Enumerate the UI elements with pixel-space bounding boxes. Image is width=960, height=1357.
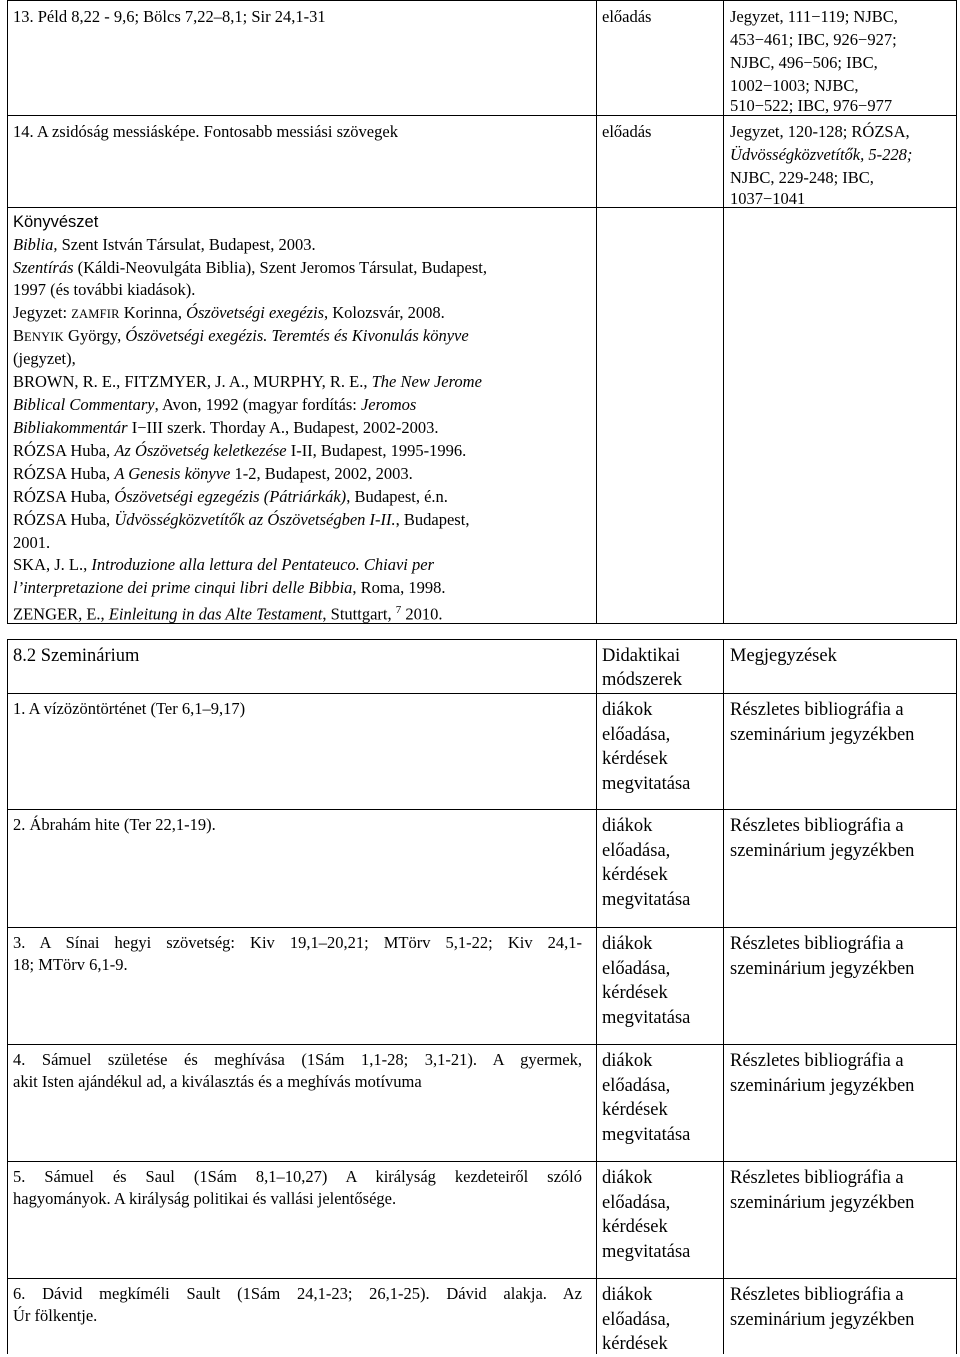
- row13-method: előadás: [602, 7, 652, 26]
- row14-method: előadás: [602, 122, 652, 141]
- note-line: Részletes bibliográfia a: [730, 700, 904, 720]
- table2-row-divider: [7, 1044, 957, 1045]
- table1-border-top: [7, 0, 957, 1]
- note-line: szeminárium jegyzékben: [730, 1309, 915, 1330]
- table1-col-divider-2: [723, 0, 724, 623]
- note-line: Részletes bibliográfia a: [730, 1168, 904, 1188]
- seminar-topic-line: 6. Dávid megkíméli Sault (1Sám 24,1-23; 26,1-25). Dávid alakja. Az: [13, 1284, 582, 1303]
- method-line: kérdések: [602, 1334, 668, 1354]
- note-line: Részletes bibliográfia a: [730, 816, 904, 836]
- method-line: kérdések: [602, 865, 668, 885]
- bib-entry-rozsa-3: RÓZSA Huba, Ószövetségi egzegézis (Pátriárkák), Budapest, é.n.: [13, 487, 448, 506]
- bib-entry-biblia: Biblia, Szent István Társulat, Budapest, 2003.: [13, 235, 316, 254]
- bibliography-heading: Könyvészet: [13, 213, 99, 231]
- table2-border-right: [956, 639, 957, 1354]
- table2-row-divider: [7, 809, 957, 810]
- row13-topic: 13. Péld 8,22 - 9,6; Bölcs 7,22–8,1; Sir 24,1-31: [13, 7, 326, 26]
- note-line: Részletes bibliográfia a: [730, 934, 904, 954]
- table1-border-left: [7, 0, 8, 623]
- bib-entry-rozsa-2: RÓZSA Huba, A Genesis könyve 1-2, Budapest, 2002, 2003.: [13, 464, 413, 483]
- seminar-topic-line: akit Isten ajándékul ad, a kiválasztás és a meghívás motívuma: [13, 1072, 422, 1091]
- table2-row-divider: [7, 927, 957, 928]
- method-line: diákok: [602, 816, 653, 836]
- method-line: kérdések: [602, 749, 668, 769]
- method-line: diákok: [602, 1051, 653, 1071]
- note-line: Részletes bibliográfia a: [730, 1051, 904, 1071]
- method-line: megvitatása: [602, 1241, 691, 1262]
- seminar-header: 8.2 Szeminárium: [13, 646, 140, 666]
- seminar-topic-line: Úr fölkentje.: [13, 1306, 98, 1325]
- note-line: szeminárium jegyzékben: [730, 1192, 915, 1213]
- method-line: előadása,: [602, 1075, 671, 1096]
- note-line: szeminárium jegyzékben: [730, 1075, 915, 1096]
- method-line: diákok: [602, 1285, 653, 1305]
- method-line: előadása,: [602, 724, 671, 745]
- seminar-topic-line: 5. Sámuel és Saul (1Sám 8,1–10,27) A királyság kezdeteiről szóló: [13, 1167, 582, 1186]
- table2-border-left: [7, 639, 8, 1354]
- note-line: szeminárium jegyzékben: [730, 840, 915, 861]
- method-line: megvitatása: [602, 773, 691, 794]
- table2-row-divider: [7, 693, 957, 694]
- row14-topic: 14. A zsidóság messiásképe. Fontosabb messiási szövegek: [13, 122, 398, 141]
- method-line: kérdések: [602, 1217, 668, 1237]
- method-line: előadása,: [602, 1192, 671, 1213]
- notes-header: Megjegyzések: [730, 646, 837, 666]
- seminar-topic-line: 2. Ábrahám hite (Ter 22,1-19).: [13, 815, 216, 834]
- method-line: előadása,: [602, 840, 671, 861]
- table2-border-top: [7, 639, 957, 640]
- method-line: előadása,: [602, 958, 671, 979]
- table2-col-divider-2: [723, 639, 724, 1354]
- table2-col-divider-1: [596, 639, 597, 1354]
- table1-border-right: [956, 0, 957, 623]
- bib-entry-zenger: ZENGER, E., Einleitung in das Alte Testament, Stuttgart, $^7$ 2010.: [13, 604, 443, 624]
- method-line: diákok: [602, 700, 653, 720]
- note-line: Részletes bibliográfia a: [730, 1285, 904, 1305]
- table2-row-divider: [7, 1161, 957, 1162]
- method-line: megvitatása: [602, 1007, 691, 1028]
- method-line: diákok: [602, 934, 653, 954]
- bib-entry-zamfir: Jegyzet: ZAMFIR Korinna, Ószövetségi exegézis, Kolozsvár, 2008.: [13, 303, 445, 322]
- table2-row-divider: [7, 1278, 957, 1279]
- method-line: kérdések: [602, 983, 668, 1003]
- seminar-topic-line: 1. A vízözöntörténet (Ter 6,1–9,17): [13, 699, 246, 718]
- seminar-topic-line: hagyományok. A királyság politikai és vallási jelentősége.: [13, 1189, 397, 1208]
- method-line: megvitatása: [602, 889, 691, 910]
- note-line: szeminárium jegyzékben: [730, 724, 915, 745]
- method-line: előadása,: [602, 1309, 671, 1330]
- bib-entry-rozsa-1: RÓZSA Huba, Az Ószövetség keletkezése I-II, Budapest, 1995-1996.: [13, 441, 467, 460]
- method-line: megvitatása: [602, 1124, 691, 1145]
- seminar-topic-line: 18; MTörv 6,1-9.: [13, 955, 128, 974]
- seminar-topic-line: 3. A Sínai hegyi szövetség: Kiv 19,1–20,21; MTörv 5,1-22; Kiv 24,1-: [13, 933, 582, 952]
- seminar-topic-line: 4. Sámuel születése és meghívása (1Sám 1,1-28; 3,1-21). A gyermek,: [13, 1050, 582, 1069]
- table1-row-divider-2: [7, 207, 957, 208]
- method-line: kérdések: [602, 1100, 668, 1120]
- table1-col-divider-1: [596, 0, 597, 623]
- method-line: diákok: [602, 1168, 653, 1188]
- note-line: szeminárium jegyzékben: [730, 958, 915, 979]
